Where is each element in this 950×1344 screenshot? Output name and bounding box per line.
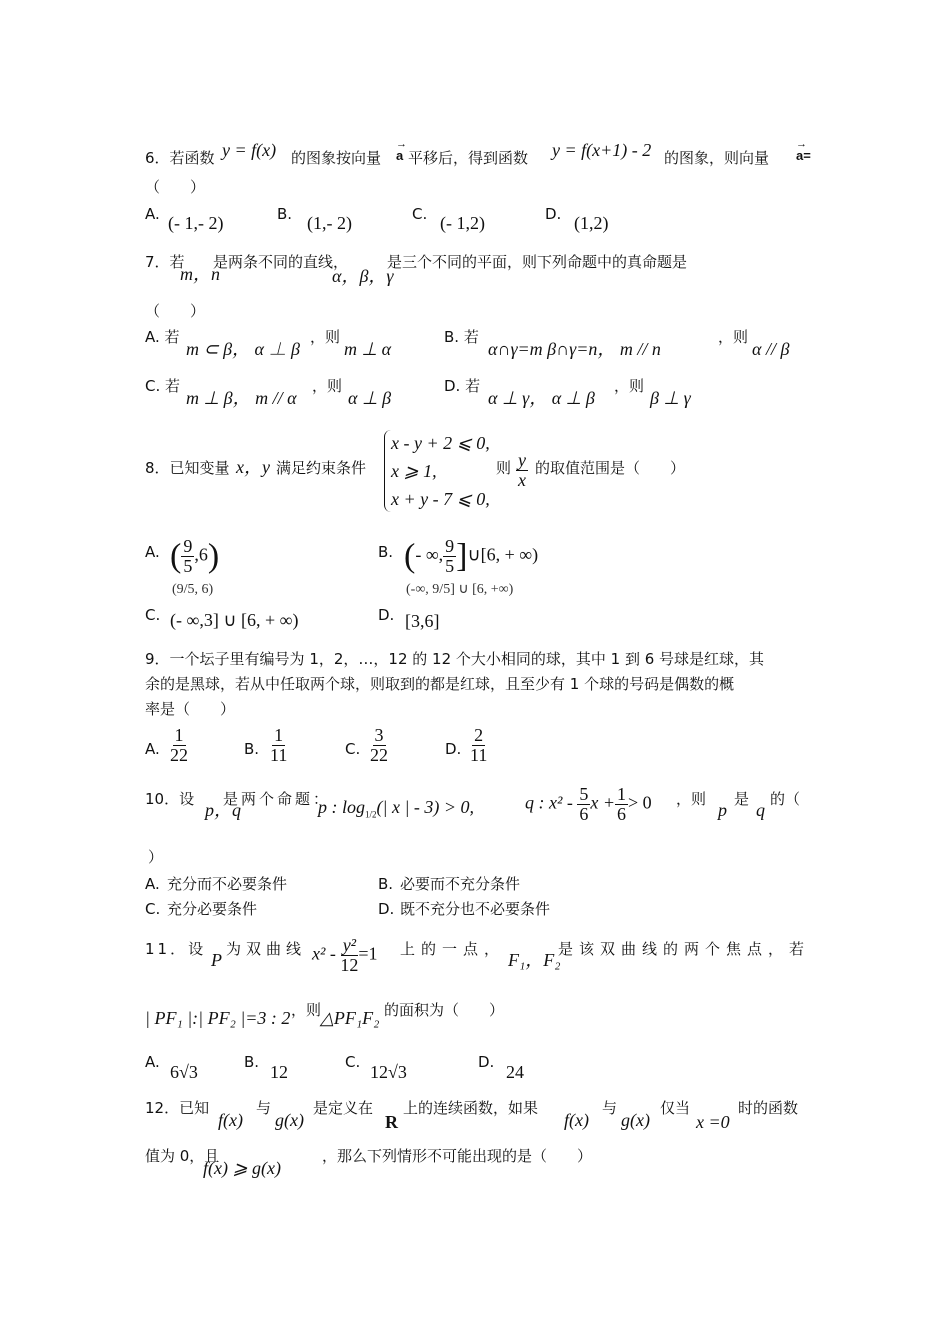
value-part: ,6 bbox=[194, 544, 208, 565]
option-value: (-∞, 9/5] ∪ [6, +∞) bbox=[406, 582, 514, 597]
option-value: (- ∞,3] ∪ [6, + ∞) bbox=[170, 610, 299, 630]
option-label: B. bbox=[378, 875, 394, 893]
option-text: 必要而不充分条件 bbox=[400, 875, 521, 893]
option-label: D. bbox=[378, 900, 395, 918]
denominator: 5 bbox=[183, 556, 193, 576]
denominator: 11 bbox=[470, 745, 488, 765]
vector-a: → a bbox=[396, 148, 403, 163]
option-value: (1,- 2) bbox=[307, 213, 352, 233]
option-label: A. bbox=[145, 543, 160, 561]
option-fraction bbox=[470, 726, 487, 765]
proposition-p bbox=[318, 797, 474, 825]
q10-stem: ，则 bbox=[676, 790, 707, 808]
numerator: 1 bbox=[174, 725, 184, 745]
q7-stem: 是三个不同的平面，则下列命题中的真命题是 bbox=[387, 253, 688, 271]
triangle: △PF₁F₂ bbox=[320, 1008, 380, 1028]
option-label: C. bbox=[345, 1053, 361, 1071]
option-value: (9/5, 6) bbox=[172, 582, 214, 597]
system-brace bbox=[384, 430, 391, 512]
log-base: 1/2 bbox=[365, 809, 377, 820]
value-part: ∪[6, + ∞) bbox=[467, 544, 539, 565]
option-condition: m ⊂ β， α ⊥ β bbox=[186, 339, 300, 359]
q7-vars: α，β，γ bbox=[332, 266, 394, 286]
numerator: y bbox=[518, 450, 526, 470]
option-then: ，则 bbox=[614, 377, 645, 395]
q10-stem: 10．设 bbox=[145, 790, 195, 808]
numerator: 1 bbox=[274, 725, 284, 745]
option-label: A. 若 bbox=[145, 328, 180, 346]
option-result: α ⊥ β bbox=[348, 388, 392, 408]
numerator: 2 bbox=[474, 725, 484, 745]
q9-stem: 余的是黑球，若从中任取两个球，则取到的都是红球，且至少有 1 个球的号码是偶数的概 bbox=[145, 675, 735, 693]
option-value: 6√3 bbox=[170, 1062, 198, 1082]
denominator: 6 bbox=[617, 804, 627, 824]
q11-stem: 的面积为（ ） bbox=[384, 1001, 505, 1019]
q-part: x + bbox=[590, 792, 616, 813]
q12-stem: 是定义在 bbox=[313, 1099, 374, 1117]
numerator: 9 bbox=[183, 536, 193, 556]
constraint: x ⩾ 1, bbox=[391, 461, 437, 481]
denominator: 5 bbox=[445, 556, 455, 576]
option-text: 充分而不必要条件 bbox=[167, 875, 288, 893]
option-value: 24 bbox=[506, 1062, 524, 1082]
value-part: - ∞, bbox=[415, 544, 444, 565]
option-label: C. 若 bbox=[145, 377, 181, 395]
denominator: 22 bbox=[370, 745, 388, 765]
option-fraction bbox=[270, 726, 287, 765]
log-arg: (| x | - 3) > 0, bbox=[376, 797, 475, 817]
q11-stem: 上的一点， bbox=[400, 940, 506, 958]
option-condition: α ⊥ γ， α ⊥ β bbox=[488, 388, 595, 408]
option-value: 12√3 bbox=[370, 1062, 407, 1082]
option-value: (- 1,- 2) bbox=[168, 213, 224, 233]
option-label: D. 若 bbox=[444, 377, 481, 395]
hyperbola-eq bbox=[312, 936, 378, 975]
q11-stem: 11．设 bbox=[145, 940, 207, 958]
inequality: f(x) ⩾ g(x) bbox=[203, 1158, 282, 1178]
q9-stem: 率是（ ） bbox=[145, 700, 236, 718]
q6-stem: 平移后，得到函数 bbox=[408, 149, 529, 167]
q6-stem: 6．若函数 bbox=[145, 149, 215, 167]
q6-stem: 的图象，则向量 bbox=[664, 149, 770, 167]
option-text: 既不充分也不必要条件 bbox=[400, 900, 551, 918]
fraction bbox=[516, 451, 528, 490]
option-value-stacked: ( $\frac{9}{5}$ ,6) bbox=[170, 536, 220, 576]
denominator: 6 bbox=[579, 804, 589, 824]
option-label: A. bbox=[145, 205, 160, 223]
eq-part: =1 bbox=[358, 943, 378, 964]
q8-stem: 满足约束条件 bbox=[276, 459, 367, 477]
foci: F₁，F₂ bbox=[508, 950, 561, 970]
option-label: D. bbox=[545, 205, 562, 223]
option-label: B. 若 bbox=[444, 328, 479, 346]
x-zero: x =0 bbox=[696, 1112, 730, 1132]
denominator: 12 bbox=[340, 955, 359, 975]
option-value: [3,6] bbox=[405, 611, 440, 631]
func-f: f(x) bbox=[564, 1110, 589, 1130]
option-fraction bbox=[370, 726, 388, 765]
option-value-stacked: (- ∞, $\frac{9}{5}$ ]∪[6, + ∞) bbox=[404, 536, 539, 576]
option-result: β ⊥ γ bbox=[650, 388, 691, 408]
func-g: g(x) bbox=[621, 1110, 650, 1130]
option-label: A. bbox=[145, 875, 160, 893]
numerator: 3 bbox=[374, 725, 384, 745]
option-label: C. bbox=[145, 900, 161, 918]
option-value: (1,2) bbox=[574, 213, 609, 233]
q11-stem: ，则 bbox=[291, 1001, 322, 1019]
option-label: C. bbox=[412, 205, 428, 223]
option-value: 12 bbox=[270, 1062, 288, 1082]
point-p: P bbox=[211, 950, 222, 970]
option-then: ，则 bbox=[312, 377, 343, 395]
denominator: x bbox=[518, 470, 526, 490]
numerator: 9 bbox=[445, 536, 455, 556]
q12-stem: 与 bbox=[256, 1099, 272, 1117]
numerator: 1 bbox=[617, 784, 627, 804]
real-set: R bbox=[385, 1112, 398, 1132]
option-label: B. bbox=[277, 205, 293, 223]
log: p : log bbox=[318, 797, 365, 817]
option-label: C. bbox=[345, 740, 361, 758]
constraint: x + y - 7 ⩽ 0, bbox=[391, 489, 490, 509]
option-condition: α∩γ=m β∩γ=n， m // n bbox=[488, 339, 661, 359]
q8-stem: 则 bbox=[496, 459, 512, 477]
func-f: f(x) bbox=[218, 1110, 243, 1130]
option-label: B. bbox=[244, 740, 260, 758]
answer-paren: （ ） bbox=[145, 178, 206, 196]
constraint: x - y + 2 ⩽ 0, bbox=[391, 433, 490, 453]
option-result: m ⊥ α bbox=[344, 339, 392, 359]
question-6 bbox=[0, 0, 950, 233]
q12-stem: 仅当 bbox=[660, 1099, 691, 1117]
var-p: p bbox=[718, 800, 727, 820]
option-label: B. bbox=[244, 1053, 260, 1071]
ratio: | PF₁ |:| PF₂ |=3 : 2 bbox=[145, 1008, 291, 1028]
q12-stem: 上的连续函数，如果 bbox=[403, 1099, 539, 1117]
option-label: C. bbox=[145, 606, 161, 624]
option-then: ，则 bbox=[310, 328, 341, 346]
numerator: y² bbox=[342, 935, 357, 955]
q8-vars: x，y bbox=[236, 457, 270, 477]
q6-stem: 的图象按向量 bbox=[291, 149, 382, 167]
option-label: D. bbox=[378, 606, 395, 624]
q10-vars: p，q bbox=[205, 800, 241, 820]
proposition-q bbox=[525, 785, 652, 824]
q10-stem: 的（ bbox=[770, 790, 801, 808]
q10-stem: 是两个命题： bbox=[223, 790, 332, 808]
q12-stem: 值为 0，且 bbox=[145, 1147, 220, 1165]
vector-a: → a= bbox=[796, 148, 811, 163]
q12-stem: ，那么下列情形不可能出现的是（ ） bbox=[322, 1147, 593, 1165]
option-label: A. bbox=[145, 740, 160, 758]
q6-func2: y = f(x+1) - 2 bbox=[552, 140, 652, 160]
answer-paren: ） bbox=[148, 848, 164, 866]
denominator: 22 bbox=[170, 745, 188, 765]
q-part: > 0 bbox=[628, 792, 652, 813]
eq-part: x² - bbox=[312, 943, 336, 964]
q8-stem: 的取值范围是（ ） bbox=[535, 459, 686, 477]
option-label: B. bbox=[378, 543, 394, 561]
q7-vars: m，n bbox=[180, 264, 220, 284]
option-label: A. bbox=[145, 1053, 160, 1071]
q8-stem: 8．已知变量 bbox=[145, 459, 230, 477]
option-value: (- 1,2) bbox=[440, 213, 485, 233]
q6-func: y = f(x) bbox=[222, 140, 277, 160]
option-result: α // β bbox=[752, 339, 790, 359]
option-label: D. bbox=[478, 1053, 495, 1071]
q11-stem: 为双曲线 bbox=[226, 940, 307, 958]
numerator: 5 bbox=[579, 784, 589, 804]
q11-stem: 是该双曲线的两个焦点，若 bbox=[558, 940, 811, 958]
q10-stem: 是 bbox=[734, 790, 750, 808]
q12-stem: 与 bbox=[602, 1099, 618, 1117]
func-g: g(x) bbox=[275, 1110, 304, 1130]
option-label: D. bbox=[445, 740, 462, 758]
q7-stem: 7．若 bbox=[145, 253, 185, 271]
q12-stem: 12．已知 bbox=[145, 1099, 210, 1117]
option-condition: m ⊥ β， m // α bbox=[186, 388, 297, 408]
var-q: q bbox=[756, 800, 765, 820]
option-text: 充分必要条件 bbox=[167, 900, 258, 918]
q-part: q : x² - bbox=[525, 792, 573, 813]
option-then: ，则 bbox=[718, 328, 749, 346]
denominator: 11 bbox=[270, 745, 288, 765]
q9-stem: 9．一个坛子里有编号为 1，2，…，12 的 12 个大小相同的球，其中 1 到 6 号球是红球，其 bbox=[145, 650, 765, 668]
q7-stem: 是两条不同的直线， bbox=[213, 253, 349, 271]
q12-stem: 时的函数 bbox=[738, 1099, 799, 1117]
answer-paren: （ ） bbox=[145, 302, 206, 320]
option-fraction bbox=[170, 726, 188, 765]
